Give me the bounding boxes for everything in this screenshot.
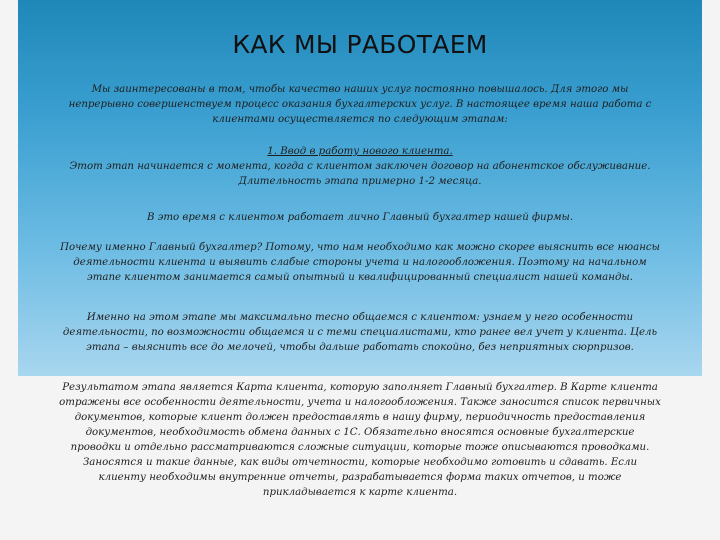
text-line: Заносятся и такие данные, как виды отчетности, которые необходимо готовить и сдавать. Если bbox=[82, 457, 638, 468]
text-line: клиентами осуществляется по следующим этапам: bbox=[212, 114, 508, 125]
text-line: Мы заинтересованы в том, чтобы качество наших услуг постоянно повышалось. Для этого мы bbox=[91, 84, 629, 95]
text-line: этапа – выяснить все до мелочей, чтобы дальше работать спокойно, без неприятных сюрпризов. bbox=[86, 342, 634, 353]
text-line: отражены все особенности деятельности, учета и налогообложения. Также заносится список первичных bbox=[59, 397, 661, 408]
why-paragraph bbox=[22, 240, 698, 285]
text-line: прикладывается к карте клиента. bbox=[262, 487, 458, 498]
text-line: Длительность этапа примерно 1-2 месяца. bbox=[238, 176, 482, 187]
result-paragraph bbox=[22, 380, 698, 500]
stage-paragraph bbox=[22, 144, 698, 189]
text-line: Этот этап начинается с момента, когда с клиентом заключен договор на абонентское обслуживание. bbox=[69, 161, 651, 172]
text-line: документов, которые клиент должен предоставлять в нашу фирму, периодичность предоставления bbox=[74, 412, 646, 423]
text-line: проводки и отдельно рассматриваются сложные ситуации, которые тоже описываются проводками. bbox=[70, 442, 650, 453]
text-line: В это время с клиентом работает лично Главный бухгалтер нашей фирмы. bbox=[146, 212, 574, 223]
slide-title: КАК МЫ РАБОТАЕМ bbox=[232, 30, 488, 59]
chief-accountant-paragraph bbox=[22, 210, 698, 225]
text-line: непрерывно совершенствуем процесс оказания бухгалтерских услуг. В настоящее время наша работа с bbox=[68, 99, 652, 110]
text-line: Именно на этом этапе мы максимально тесно общаемся с клиентом: узнаем у него особенности bbox=[86, 312, 634, 323]
text-line: клиенту необходимы внутренние отчеты, разрабатывается форма таких отчетов, и тоже bbox=[98, 472, 622, 483]
text-line: документов, необходимость обмена данных с 1С. Обязательно вносятся основные бухгалтерские bbox=[85, 427, 635, 438]
text-line: Почему именно Главный бухгалтер? Потому, что нам необходимо как можно скорее выяснить все нюансы bbox=[60, 242, 660, 253]
stage-heading: 1. Ввод в работу нового клиента. bbox=[267, 146, 453, 157]
intro-paragraph bbox=[22, 82, 698, 127]
text-line: деятельности клиента и выявить слабые стороны учета и налогообложения. Поэтому на начальном bbox=[73, 257, 647, 268]
text-line: Результатом этапа является Карта клиента, которую заполняет Главный бухгалтер. В Карте клиента bbox=[62, 382, 658, 393]
text-line: деятельности, по возможности общаемся и с теми специалистами, кто ранее вел учет у клиента. Цель bbox=[62, 327, 658, 338]
communication-paragraph bbox=[22, 310, 698, 355]
text-line: этапе клиентом занимается самый опытный и квалифицированный специалист нашей команды. bbox=[87, 272, 633, 283]
